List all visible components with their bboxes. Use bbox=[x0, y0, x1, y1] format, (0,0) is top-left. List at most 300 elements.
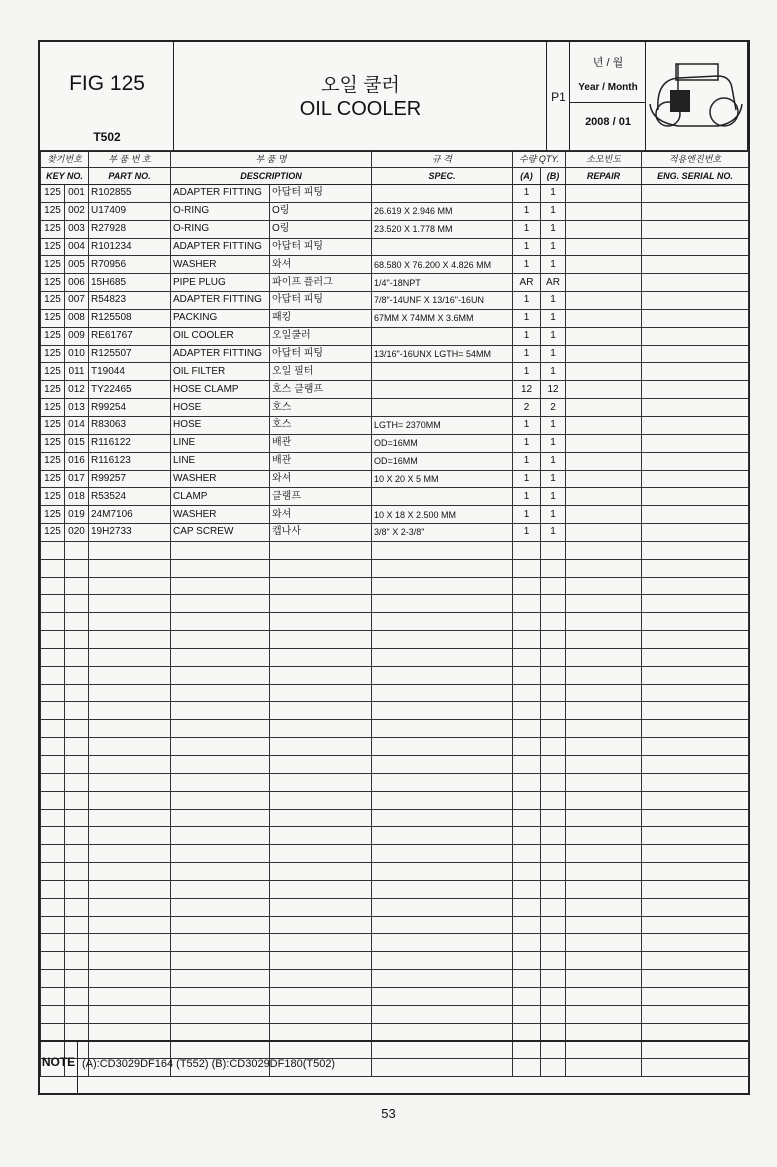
cell-repair bbox=[566, 631, 642, 649]
cell-qb: 1 bbox=[541, 470, 566, 488]
cell-fig bbox=[41, 666, 65, 684]
cell-spec: 10 X 20 X 5 MM bbox=[372, 470, 513, 488]
cell-key: 009 bbox=[65, 327, 89, 345]
cell-key bbox=[65, 773, 89, 791]
cell-repair bbox=[566, 845, 642, 863]
cell-serial bbox=[642, 292, 749, 310]
cell-qb bbox=[541, 738, 566, 756]
cell-spec: 23.520 X 1.778 MM bbox=[372, 220, 513, 238]
cell-repair bbox=[566, 434, 642, 452]
cell-part bbox=[89, 845, 171, 863]
cell-part: 19H2733 bbox=[89, 524, 171, 542]
cell-repair bbox=[566, 773, 642, 791]
blank-row bbox=[41, 648, 749, 666]
cell-desc-en bbox=[171, 577, 270, 595]
cell-serial bbox=[642, 987, 749, 1005]
tractor-icon-cell bbox=[646, 42, 748, 150]
cell-desc-en: CAP SCREW bbox=[171, 524, 270, 542]
cell-repair bbox=[566, 292, 642, 310]
cell-desc-ko bbox=[270, 702, 372, 720]
cell-desc-en bbox=[171, 934, 270, 952]
cell-serial bbox=[642, 416, 749, 434]
cell-qa: 1 bbox=[513, 363, 541, 381]
cell-desc-en bbox=[171, 702, 270, 720]
cell-part bbox=[89, 880, 171, 898]
cell-qa bbox=[513, 631, 541, 649]
cell-key bbox=[65, 648, 89, 666]
cell-part: R116122 bbox=[89, 434, 171, 452]
cell-part: R70956 bbox=[89, 256, 171, 274]
cell-desc-ko bbox=[270, 1023, 372, 1041]
cell-part bbox=[89, 987, 171, 1005]
cell-qa bbox=[513, 702, 541, 720]
cell-serial bbox=[642, 488, 749, 506]
cell-qb: 1 bbox=[541, 506, 566, 524]
cell-fig: 125 bbox=[41, 524, 65, 542]
cell-qa bbox=[513, 1005, 541, 1023]
cell-fig bbox=[41, 648, 65, 666]
blank-row bbox=[41, 613, 749, 631]
cell-qa: 2 bbox=[513, 399, 541, 417]
cell-desc-ko: 호스 bbox=[270, 399, 372, 417]
cell-part bbox=[89, 613, 171, 631]
cell-fig bbox=[41, 559, 65, 577]
cell-spec bbox=[372, 898, 513, 916]
cell-part bbox=[89, 952, 171, 970]
table-row bbox=[41, 327, 749, 345]
cell-qb bbox=[541, 1005, 566, 1023]
cell-desc-en bbox=[171, 1023, 270, 1041]
cell-repair bbox=[566, 595, 642, 613]
note-label: NOTE bbox=[40, 1042, 78, 1095]
cell-fig bbox=[41, 773, 65, 791]
cell-spec: 7/8"-14UNF X 13/16"-16UN bbox=[372, 292, 513, 310]
cell-spec: 1/4"-18NPT bbox=[372, 274, 513, 292]
blank-row bbox=[41, 738, 749, 756]
col-repair-en: REPAIR bbox=[566, 168, 642, 185]
table-row bbox=[41, 524, 749, 542]
figure-cell bbox=[40, 42, 174, 150]
cell-qa: 12 bbox=[513, 381, 541, 399]
cell-qa bbox=[513, 791, 541, 809]
table-row bbox=[41, 345, 749, 363]
cell-desc-ko: 배관 bbox=[270, 434, 372, 452]
cell-key bbox=[65, 809, 89, 827]
cell-part bbox=[89, 773, 171, 791]
cell-part bbox=[89, 791, 171, 809]
table-row bbox=[41, 292, 749, 310]
cell-fig: 125 bbox=[41, 292, 65, 310]
cell-qb bbox=[541, 827, 566, 845]
blank-row bbox=[41, 987, 749, 1005]
cell-key bbox=[65, 827, 89, 845]
cell-spec bbox=[372, 756, 513, 774]
cell-fig bbox=[41, 738, 65, 756]
cell-qa: 1 bbox=[513, 470, 541, 488]
figure-number: FIG 125 bbox=[69, 72, 145, 95]
col-desc-en: DESCRIPTION bbox=[171, 168, 372, 185]
cell-desc-en bbox=[171, 987, 270, 1005]
cell-serial bbox=[642, 845, 749, 863]
cell-repair bbox=[566, 327, 642, 345]
table-row bbox=[41, 238, 749, 256]
cell-spec bbox=[372, 541, 513, 559]
cell-fig bbox=[41, 916, 65, 934]
cell-qa bbox=[513, 773, 541, 791]
cell-repair bbox=[566, 488, 642, 506]
cell-fig bbox=[41, 702, 65, 720]
cell-qb: 1 bbox=[541, 452, 566, 470]
cell-key bbox=[65, 595, 89, 613]
cell-qa: 1 bbox=[513, 506, 541, 524]
cell-part: U17409 bbox=[89, 202, 171, 220]
cell-key: 014 bbox=[65, 416, 89, 434]
cell-qa bbox=[513, 916, 541, 934]
cell-serial bbox=[642, 702, 749, 720]
cell-serial bbox=[642, 202, 749, 220]
cell-desc-en: PACKING bbox=[171, 309, 270, 327]
cell-fig bbox=[41, 541, 65, 559]
cell-key bbox=[65, 720, 89, 738]
cell-qa: 1 bbox=[513, 327, 541, 345]
cell-key: 004 bbox=[65, 238, 89, 256]
cell-serial bbox=[642, 345, 749, 363]
blank-row bbox=[41, 541, 749, 559]
cell-desc-ko bbox=[270, 595, 372, 613]
col-serial-en: ENG. SERIAL NO. bbox=[642, 168, 749, 185]
cell-qa bbox=[513, 595, 541, 613]
cell-desc-en bbox=[171, 773, 270, 791]
cell-desc-ko bbox=[270, 916, 372, 934]
cell-spec bbox=[372, 381, 513, 399]
title-cell bbox=[174, 42, 547, 150]
cell-desc-en: HOSE CLAMP bbox=[171, 381, 270, 399]
cell-fig: 125 bbox=[41, 506, 65, 524]
cell-desc-ko bbox=[270, 577, 372, 595]
cell-desc-en: LINE bbox=[171, 434, 270, 452]
cell-desc-en bbox=[171, 970, 270, 988]
cell-repair bbox=[566, 738, 642, 756]
cell-repair bbox=[566, 220, 642, 238]
cell-fig bbox=[41, 970, 65, 988]
cell-fig: 125 bbox=[41, 345, 65, 363]
cell-qb: 1 bbox=[541, 524, 566, 542]
cell-desc-ko bbox=[270, 863, 372, 881]
cell-part: R53524 bbox=[89, 488, 171, 506]
cell-spec bbox=[372, 845, 513, 863]
cell-desc-ko: 파이프 플러그 bbox=[270, 274, 372, 292]
cell-desc-ko bbox=[270, 880, 372, 898]
cell-part bbox=[89, 702, 171, 720]
cell-desc-en bbox=[171, 880, 270, 898]
cell-part bbox=[89, 863, 171, 881]
table-row bbox=[41, 416, 749, 434]
tractor-icon bbox=[648, 60, 746, 130]
cell-qa bbox=[513, 970, 541, 988]
table-row bbox=[41, 309, 749, 327]
cell-serial bbox=[642, 720, 749, 738]
cell-desc-en: OIL COOLER bbox=[171, 327, 270, 345]
cell-spec: OD=16MM bbox=[372, 434, 513, 452]
cell-part: RE61767 bbox=[89, 327, 171, 345]
cell-repair bbox=[566, 684, 642, 702]
cell-spec bbox=[372, 631, 513, 649]
cell-qb: 1 bbox=[541, 363, 566, 381]
cell-serial bbox=[642, 863, 749, 881]
cell-key: 013 bbox=[65, 399, 89, 417]
cell-key bbox=[65, 738, 89, 756]
cell-desc-en: O-RING bbox=[171, 202, 270, 220]
cell-fig bbox=[41, 595, 65, 613]
cell-key: 010 bbox=[65, 345, 89, 363]
cell-key: 006 bbox=[65, 274, 89, 292]
cell-part bbox=[89, 809, 171, 827]
cell-fig bbox=[41, 845, 65, 863]
cell-qa: 1 bbox=[513, 202, 541, 220]
cell-spec bbox=[372, 863, 513, 881]
cell-fig: 125 bbox=[41, 470, 65, 488]
cell-qb bbox=[541, 648, 566, 666]
blank-row bbox=[41, 702, 749, 720]
cell-qb bbox=[541, 970, 566, 988]
year-month-cell bbox=[570, 42, 646, 150]
cell-qa bbox=[513, 684, 541, 702]
title-english: OIL COOLER bbox=[299, 98, 422, 120]
blank-row bbox=[41, 898, 749, 916]
cell-desc-en bbox=[171, 916, 270, 934]
cell-spec bbox=[372, 684, 513, 702]
cell-serial bbox=[642, 381, 749, 399]
cell-part bbox=[89, 1005, 171, 1023]
blank-row bbox=[41, 773, 749, 791]
cell-repair bbox=[566, 541, 642, 559]
cell-repair bbox=[566, 470, 642, 488]
col-spec-ko: 규 격 bbox=[372, 151, 513, 168]
cell-repair bbox=[566, 916, 642, 934]
cell-spec: 67MM X 74MM X 3.6MM bbox=[372, 309, 513, 327]
cell-qb: AR bbox=[541, 274, 566, 292]
cell-key bbox=[65, 684, 89, 702]
cell-serial bbox=[642, 773, 749, 791]
cell-spec bbox=[372, 791, 513, 809]
model-code: T502 bbox=[93, 130, 121, 144]
cell-part: 15H685 bbox=[89, 274, 171, 292]
blank-row bbox=[41, 595, 749, 613]
cell-desc-ko: 아답터 피팅 bbox=[270, 345, 372, 363]
cell-key bbox=[65, 987, 89, 1005]
cell-key bbox=[65, 702, 89, 720]
cell-qa bbox=[513, 756, 541, 774]
cell-qa: 1 bbox=[513, 309, 541, 327]
cell-fig: 125 bbox=[41, 399, 65, 417]
cell-part: 24M7106 bbox=[89, 506, 171, 524]
cell-key bbox=[65, 845, 89, 863]
blank-row bbox=[41, 684, 749, 702]
cell-fig: 125 bbox=[41, 238, 65, 256]
cell-qa bbox=[513, 559, 541, 577]
cell-serial bbox=[642, 524, 749, 542]
cell-spec bbox=[372, 1005, 513, 1023]
cell-spec bbox=[372, 987, 513, 1005]
cell-repair bbox=[566, 880, 642, 898]
cell-desc-en bbox=[171, 684, 270, 702]
cell-fig bbox=[41, 827, 65, 845]
blank-row bbox=[41, 827, 749, 845]
cell-desc-en bbox=[171, 648, 270, 666]
cell-spec bbox=[372, 595, 513, 613]
cell-qa: 1 bbox=[513, 185, 541, 203]
blank-row bbox=[41, 631, 749, 649]
cell-desc-en: LINE bbox=[171, 452, 270, 470]
table-row bbox=[41, 506, 749, 524]
table-row bbox=[41, 185, 749, 203]
cell-desc-ko bbox=[270, 791, 372, 809]
cell-qb bbox=[541, 684, 566, 702]
col-qty-b: (B) bbox=[541, 168, 566, 185]
cell-fig: 125 bbox=[41, 220, 65, 238]
cell-fig bbox=[41, 898, 65, 916]
cell-key: 020 bbox=[65, 524, 89, 542]
col-spec-en: SPEC. bbox=[372, 168, 513, 185]
cell-qb bbox=[541, 1023, 566, 1041]
cell-spec bbox=[372, 185, 513, 203]
cell-qb: 12 bbox=[541, 381, 566, 399]
cell-fig: 125 bbox=[41, 363, 65, 381]
cell-fig bbox=[41, 631, 65, 649]
table-row bbox=[41, 363, 749, 381]
table-row bbox=[41, 452, 749, 470]
cell-fig: 125 bbox=[41, 381, 65, 399]
cell-desc-ko: 캡나사 bbox=[270, 524, 372, 542]
cell-key: 019 bbox=[65, 506, 89, 524]
cell-qb bbox=[541, 702, 566, 720]
cell-key bbox=[65, 666, 89, 684]
col-desc-ko: 부 품 명 bbox=[171, 151, 372, 168]
table-row bbox=[41, 220, 749, 238]
cell-desc-ko bbox=[270, 970, 372, 988]
cell-fig: 125 bbox=[41, 185, 65, 203]
cell-desc-en: HOSE bbox=[171, 416, 270, 434]
cell-serial bbox=[642, 684, 749, 702]
cell-desc-en bbox=[171, 952, 270, 970]
blank-row bbox=[41, 791, 749, 809]
cell-fig: 125 bbox=[41, 416, 65, 434]
cell-qa bbox=[513, 809, 541, 827]
cell-qb: 1 bbox=[541, 220, 566, 238]
cell-repair bbox=[566, 791, 642, 809]
cell-fig bbox=[41, 791, 65, 809]
cell-repair bbox=[566, 202, 642, 220]
cell-key: 007 bbox=[65, 292, 89, 310]
cell-key: 017 bbox=[65, 470, 89, 488]
cell-qa bbox=[513, 648, 541, 666]
cell-key bbox=[65, 577, 89, 595]
cell-key bbox=[65, 863, 89, 881]
cell-key: 001 bbox=[65, 185, 89, 203]
cell-serial bbox=[642, 970, 749, 988]
col-repair-ko: 소모빈도 bbox=[566, 151, 642, 168]
blank-row bbox=[41, 916, 749, 934]
cell-serial bbox=[642, 470, 749, 488]
cell-qb bbox=[541, 559, 566, 577]
blank-row bbox=[41, 720, 749, 738]
cell-part bbox=[89, 720, 171, 738]
note-section bbox=[40, 1040, 748, 1095]
cell-qa bbox=[513, 880, 541, 898]
cell-spec bbox=[372, 238, 513, 256]
cell-serial bbox=[642, 541, 749, 559]
cell-desc-en: HOSE bbox=[171, 399, 270, 417]
blank-row bbox=[41, 863, 749, 881]
cell-spec bbox=[372, 1023, 513, 1041]
cell-repair bbox=[566, 934, 642, 952]
cell-qa: 1 bbox=[513, 292, 541, 310]
cell-desc-ko: 배관 bbox=[270, 452, 372, 470]
cell-qb: 1 bbox=[541, 185, 566, 203]
cell-desc-en bbox=[171, 827, 270, 845]
cell-qb: 1 bbox=[541, 488, 566, 506]
cell-key bbox=[65, 880, 89, 898]
cell-key bbox=[65, 916, 89, 934]
cell-serial bbox=[642, 1005, 749, 1023]
cell-desc-en bbox=[171, 898, 270, 916]
cell-fig: 125 bbox=[41, 274, 65, 292]
cell-qb bbox=[541, 845, 566, 863]
cell-qb: 1 bbox=[541, 292, 566, 310]
cell-desc-ko bbox=[270, 934, 372, 952]
cell-fig bbox=[41, 1023, 65, 1041]
cell-fig: 125 bbox=[41, 327, 65, 345]
cell-qb bbox=[541, 791, 566, 809]
note-text: (A):CD3029DF164 (T552) (B):CD3029DF180(T502) bbox=[82, 1058, 336, 1070]
parts-catalog-sheet bbox=[38, 40, 750, 1095]
cell-part: R125508 bbox=[89, 309, 171, 327]
cell-serial bbox=[642, 256, 749, 274]
cell-qb bbox=[541, 952, 566, 970]
cell-part bbox=[89, 631, 171, 649]
cell-qb bbox=[541, 756, 566, 774]
cell-repair bbox=[566, 399, 642, 417]
cell-spec bbox=[372, 559, 513, 577]
cell-spec bbox=[372, 720, 513, 738]
cell-key bbox=[65, 791, 89, 809]
cell-qb bbox=[541, 809, 566, 827]
cell-qb bbox=[541, 666, 566, 684]
cell-repair bbox=[566, 185, 642, 203]
cell-qa: 1 bbox=[513, 452, 541, 470]
cell-fig: 125 bbox=[41, 488, 65, 506]
year-month-label-ko: 년 / 월 bbox=[592, 57, 624, 69]
cell-key: 005 bbox=[65, 256, 89, 274]
cell-qb: 1 bbox=[541, 256, 566, 274]
cell-spec bbox=[372, 952, 513, 970]
cell-repair bbox=[566, 702, 642, 720]
cell-key bbox=[65, 1005, 89, 1023]
cell-spec bbox=[372, 327, 513, 345]
table-row bbox=[41, 399, 749, 417]
cell-qb bbox=[541, 863, 566, 881]
cell-qa: 1 bbox=[513, 345, 541, 363]
blank-row bbox=[41, 952, 749, 970]
blank-row bbox=[41, 577, 749, 595]
cell-qa bbox=[513, 666, 541, 684]
cell-part bbox=[89, 898, 171, 916]
cell-qb bbox=[541, 595, 566, 613]
cell-qa bbox=[513, 1023, 541, 1041]
cell-desc-en: ADAPTER FITTING bbox=[171, 292, 270, 310]
cell-key bbox=[65, 934, 89, 952]
cell-spec bbox=[372, 577, 513, 595]
